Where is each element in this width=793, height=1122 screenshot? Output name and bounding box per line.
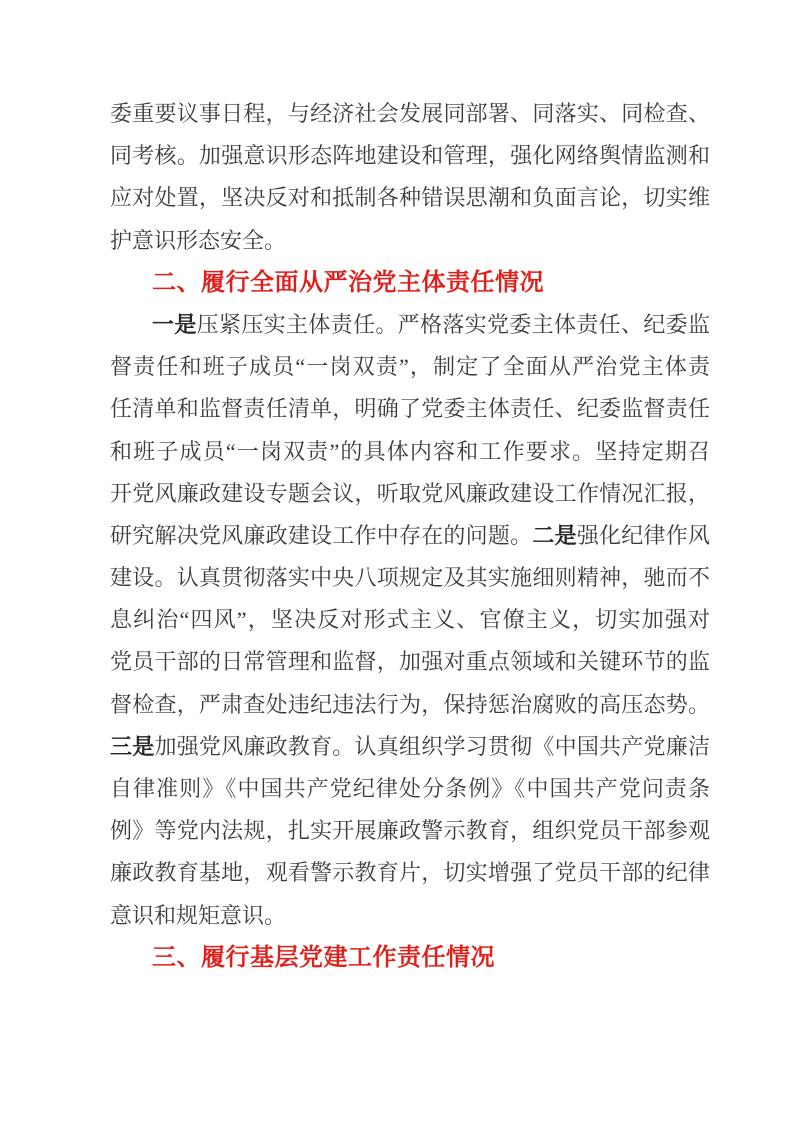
text-line bbox=[110, 93, 710, 135]
text-line bbox=[110, 135, 710, 177]
text-segment: 应对处置，坚决反对和抵制各种错误思潮和负面言论，切实维 bbox=[110, 185, 710, 211]
text-segment: 同考核。加强意识形态阵地建设和管理，强化网络舆情监测和 bbox=[110, 143, 710, 169]
text-segment: 加强党风廉政教育。认真组织学习贯彻《中国共产党廉洁 bbox=[154, 733, 710, 759]
text-segment: 督责任和班子成员“一岗双责”，制定了全面从严治党主体责 bbox=[110, 354, 710, 380]
text-line bbox=[110, 768, 710, 810]
text-line bbox=[110, 473, 710, 515]
text-line bbox=[110, 641, 710, 683]
text-line bbox=[110, 431, 710, 473]
text-segment: 委重要议事日程，与经济社会发展同部署、同落实、同检查、 bbox=[110, 101, 710, 126]
text-line bbox=[110, 220, 710, 262]
text-segment: 任清单和监督责任清单，明确了党委主体责任、纪委监督责任 bbox=[110, 396, 710, 422]
section-heading: 三、履行基层党建工作责任情况 bbox=[152, 943, 495, 971]
text-segment: 和班子成员“一岗双责”的具体内容和工作要求。坚持定期召 bbox=[110, 438, 710, 464]
text-line bbox=[110, 852, 710, 894]
text-segment: 压紧压实主体责任。严格落实党委主体责任、纪委监 bbox=[196, 311, 710, 337]
text-segment: 研究解决党风廉政建设工作中存在的问题。 bbox=[110, 522, 533, 548]
section-heading: 二、履行全面从严治党主体责任情况 bbox=[152, 268, 544, 296]
text-line bbox=[110, 895, 710, 937]
text-segment: 强化纪律作风 bbox=[576, 522, 710, 548]
text-line bbox=[110, 346, 710, 388]
bold-text-segment: 三是 bbox=[110, 733, 155, 759]
text-segment: 廉政教育基地，观看警示教育片，切实增强了党员干部的纪律 bbox=[110, 860, 710, 886]
text-segment: 例》等党内法规，扎实开展廉政警示教育，组织党员干部参观 bbox=[110, 818, 710, 844]
bold-text-segment: 二是 bbox=[532, 522, 577, 548]
text-segment: 督检查，严肃查处违纪违法行为，保持惩治腐败的高压态势。 bbox=[110, 691, 710, 717]
text-segment: 息纠治“四风”，坚决反对形式主义、官僚主义，切实加强对 bbox=[110, 607, 710, 633]
bold-text-segment: 一是 bbox=[152, 311, 197, 337]
text-line bbox=[110, 515, 710, 557]
text-segment: 自律准则》《中国共产党纪律处分条例》《中国共产党问责条 bbox=[110, 776, 710, 801]
text-segment: 开党风廉政建设专题会议，听取党风廉政建设工作情况汇报， bbox=[110, 480, 710, 506]
text-line bbox=[110, 726, 710, 768]
text-segment: 意识和规矩意识。 bbox=[110, 902, 287, 928]
text-line bbox=[110, 557, 710, 599]
text-line bbox=[110, 810, 710, 852]
text-line bbox=[110, 177, 710, 219]
text-line bbox=[110, 599, 710, 641]
text-segment: 党员干部的日常管理和监督，加强对重点领域和关键环节的监 bbox=[110, 649, 710, 675]
document-content bbox=[110, 93, 710, 979]
text-line bbox=[110, 304, 710, 346]
text-line bbox=[110, 684, 710, 726]
text-segment: 建设。认真贯彻落实中央八项规定及其实施细则精神，驰而不 bbox=[110, 565, 710, 591]
text-segment: 护意识形态安全。 bbox=[110, 227, 287, 253]
text-line bbox=[110, 388, 710, 430]
